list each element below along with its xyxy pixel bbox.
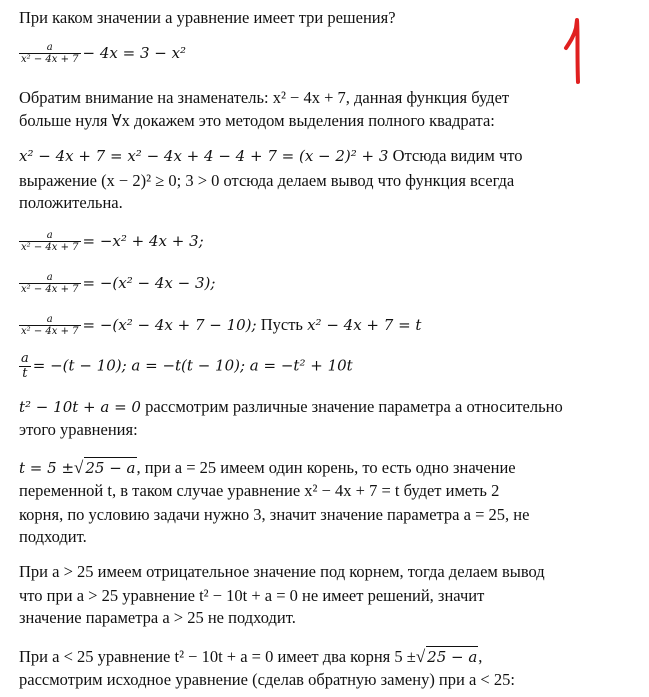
equation-line: $\frac{a}{\text{x² − 4x + 7}}$ = −x² + 4x + 3; bbox=[21, 230, 204, 253]
fraction: $\frac{a}{\text{x² − 4x + 7}}$ bbox=[21, 42, 79, 65]
paragraph-line: переменной t, в таком случае уравнение x² − 4x + 7 = t будет иметь 2 bbox=[19, 481, 500, 500]
paragraph-line: выражение (x − 2)² ≥ 0; 3 > 0 отсюда делаем вывод что функция всегда bbox=[19, 171, 515, 190]
fraction: $\frac{a}{\text{x² − 4x + 7}}$ bbox=[21, 314, 79, 337]
equation-line: $\frac{a}{\text{x² − 4x + 7}}$ = −(x² − 4x + 7 − 10); Пусть x² − 4x + 7 = t bbox=[21, 314, 422, 337]
sqrt-sign: √ bbox=[74, 458, 84, 477]
sqrt-sign: √ bbox=[415, 647, 426, 666]
paragraph-line: этого уравнения: bbox=[19, 420, 138, 439]
paragraph-line: что при a > 25 уравнение t² − 10t + a = 0 не имеет решений, значит bbox=[19, 586, 485, 605]
handwritten-mark-icon bbox=[560, 14, 600, 86]
paragraph-line: t = 5 ±√ 25 − a, при a = 25 имеем один корень, то есть одно значение bbox=[19, 458, 516, 477]
question-text: При каком значении a уравнение имеет три решения? bbox=[19, 8, 396, 27]
paragraph-line: значение параметра a > 25 не подходит. bbox=[19, 608, 296, 627]
paragraph-line: рассмотрим исходное уравнение (сделав обратную замену) при a < 25: bbox=[19, 670, 515, 689]
paragraph-line: При a < 25 уравнение t² − 10t + a = 0 имеет два корня 5 ±√ 25 − a, bbox=[19, 647, 483, 666]
paragraph-line: подходит. bbox=[19, 527, 87, 546]
equation-line: $\frac{a}{\text{x² − 4x + 7}}$ = −(x² − 4x − 3); bbox=[21, 272, 216, 295]
sqrt-radicand: 25 − a bbox=[427, 648, 478, 666]
paragraph-line: положительна. bbox=[19, 193, 123, 212]
fraction: $\frac{a}{t}$ bbox=[21, 351, 29, 381]
paragraph-line: Обратим внимание на знаменатель: x² − 4x + 7, данная функция будет bbox=[19, 88, 510, 107]
fraction: $\frac{a}{\text{x² − 4x + 7}}$ bbox=[21, 230, 79, 253]
paragraph-line: корня, по условию задачи нужно 3, значит значение параметра a = 25, не bbox=[19, 505, 530, 524]
fraction: $\frac{a}{\text{x² − 4x + 7}}$ bbox=[21, 272, 79, 295]
sqrt-radicand: 25 − a bbox=[85, 459, 136, 477]
paragraph-line: t² − 10t + a = 0 рассмотрим различные значение параметра a относительно bbox=[19, 397, 563, 416]
paragraph-line: При a > 25 имеем отрицательное значение под корнем, тогда делаем вывод bbox=[19, 562, 545, 581]
main-equation: $\frac{a}{\text{x² − 4x + 7}}$ − 4x = 3 − x² bbox=[21, 42, 187, 65]
paragraph-line: больше нуля ∀x докажем это методом выделения полного квадрата: bbox=[19, 111, 495, 130]
equation-line: $\frac{a}{t}$ = −(t − 10); a = −t(t − 10); a = −t² + 10t bbox=[21, 351, 353, 381]
paragraph-line: x² − 4x + 7 = x² − 4x + 4 − 4 + 7 = (x − 2)² + 3 Отсюда видим что bbox=[19, 146, 523, 165]
